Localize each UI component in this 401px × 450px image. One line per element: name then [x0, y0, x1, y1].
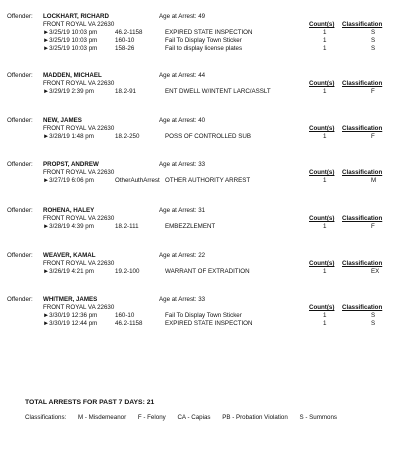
age-value: 40 — [198, 117, 206, 124]
counts-header: Count(s) — [309, 125, 335, 132]
counts-header: Count(s) — [309, 169, 335, 176]
age-label: Age at Arrest: — [159, 13, 197, 20]
counts-header: Count(s) — [309, 215, 335, 222]
offender-header-row — [7, 117, 397, 125]
charge-code: 18.2-111 — [115, 223, 139, 230]
charge-classification: F — [371, 223, 375, 230]
charge-code: 19.2-100 — [115, 268, 140, 275]
offender-address-row — [7, 260, 397, 268]
charge-row — [7, 223, 397, 231]
counts-header: Count(s) — [309, 260, 335, 267]
age-at-arrest — [159, 252, 205, 260]
charge-classification: EX — [371, 268, 380, 275]
charge-description: Fail To Display Town Sticker — [165, 312, 242, 319]
charge-code: 18.2-250 — [115, 133, 140, 140]
offender-block — [7, 13, 397, 53]
charge-date: ►3/25/19 10:03 pm — [43, 45, 98, 52]
offender-name: ROHENA, HALEY — [43, 207, 95, 214]
charge-row — [7, 312, 397, 320]
age-at-arrest — [159, 207, 205, 215]
charge-code: OtherAuthArrest — [115, 177, 160, 184]
charge-description: EXPIRED STATE INSPECTION — [165, 320, 253, 327]
offender-block — [7, 72, 397, 96]
charge-row — [7, 88, 397, 96]
classification-header: Classification — [342, 80, 383, 87]
offender-label: Offender: — [7, 207, 33, 214]
offender-label: Offender: — [7, 72, 33, 79]
charge-row — [7, 133, 397, 141]
offender-label: Offender: — [7, 117, 33, 124]
charge-date: ►3/27/19 6:06 pm — [43, 177, 94, 184]
charge-date: ►3/30/19 12:36 pm — [43, 312, 98, 319]
classification-header: Classification — [342, 304, 383, 311]
classification-header: Classification — [342, 21, 383, 28]
charge-date: ►3/25/19 10:03 pm — [43, 37, 98, 44]
charge-description: EXPIRED STATE INSPECTION — [165, 29, 253, 36]
age-value: 49 — [198, 13, 206, 20]
charge-count: 1 — [323, 133, 327, 140]
classification-legend — [25, 414, 347, 421]
offender-name: NEW, JAMES — [43, 117, 82, 124]
charge-classification: S — [371, 37, 376, 44]
charge-count: 1 — [323, 37, 327, 44]
offender-block — [7, 161, 397, 185]
charge-code: 46.2-1158 — [115, 29, 143, 36]
charge-description: Fail to display license plates — [165, 45, 243, 52]
offender-label: Offender: — [7, 252, 33, 259]
age-label: Age at Arrest: — [159, 117, 197, 124]
offender-address-row — [7, 21, 397, 29]
age-label: Age at Arrest: — [159, 252, 197, 259]
offender-address-row — [7, 304, 397, 312]
charge-classification: S — [371, 45, 376, 52]
charge-description: OTHER AUTHORITY ARREST — [165, 177, 251, 184]
offender-block — [7, 296, 397, 328]
counts-header: Count(s) — [309, 21, 335, 28]
offender-label: Offender: — [7, 161, 33, 168]
charge-classification: S — [371, 29, 376, 36]
age-label: Age at Arrest: — [159, 72, 197, 79]
age-value: 33 — [198, 296, 206, 303]
counts-header: Count(s) — [309, 304, 335, 311]
charge-count: 1 — [323, 268, 327, 275]
offender-address: FRONT ROYAL VA 22630 — [43, 21, 115, 28]
charge-date: ►3/25/19 10:03 pm — [43, 29, 98, 36]
charge-date: ►3/29/19 2:39 pm — [43, 88, 94, 95]
age-at-arrest — [159, 296, 205, 304]
offender-header-row — [7, 13, 397, 21]
offender-address-row — [7, 125, 397, 133]
offender-name: WEAVER, KAMAL — [43, 252, 96, 259]
offender-header-row — [7, 296, 397, 304]
offender-header-row — [7, 207, 397, 215]
legend-title: Classifications: — [25, 414, 67, 421]
charge-row — [7, 37, 397, 45]
charge-classification: M — [371, 177, 377, 184]
legend-misdemeanor: M - Misdemeanor — [78, 414, 127, 421]
offender-address: FRONT ROYAL VA 22630 — [43, 80, 115, 87]
offender-address: FRONT ROYAL VA 22630 — [43, 260, 115, 267]
offender-address-row — [7, 215, 397, 223]
charge-row — [7, 268, 397, 276]
legend-felony: F - Felony — [137, 414, 166, 421]
total-arrests: TOTAL ARRESTS FOR PAST 7 DAYS: 21 — [25, 399, 155, 406]
charge-code: 18.2-91 — [115, 88, 136, 95]
offender-address: FRONT ROYAL VA 22630 — [43, 125, 115, 132]
offender-header-row — [7, 72, 397, 80]
offender-name: LOCKHART, RICHARD — [43, 13, 109, 20]
legend-capias: CA - Capias — [177, 414, 211, 421]
charge-count: 1 — [323, 177, 327, 184]
offender-block — [7, 117, 397, 141]
charge-date: ►3/28/19 4:39 pm — [43, 223, 94, 230]
charge-row — [7, 177, 397, 185]
age-label: Age at Arrest: — [159, 296, 197, 303]
offender-block — [7, 207, 397, 231]
charge-date: ►3/28/19 1:48 pm — [43, 133, 94, 140]
classification-header: Classification — [342, 260, 383, 267]
charge-count: 1 — [323, 45, 327, 52]
age-at-arrest — [159, 117, 205, 125]
charge-date: ►3/30/19 12:44 pm — [43, 320, 98, 327]
offender-label: Offender: — [7, 13, 33, 20]
charge-date: ►3/26/19 4:21 pm — [43, 268, 94, 275]
charge-classification: F — [371, 133, 375, 140]
offender-header-row — [7, 161, 397, 169]
offender-address: FRONT ROYAL VA 22630 — [43, 215, 115, 222]
charge-count: 1 — [323, 223, 327, 230]
offender-name: WHITMER, JAMES — [43, 296, 98, 303]
offender-label: Offender: — [7, 296, 33, 303]
offender-address-row — [7, 80, 397, 88]
age-value: 31 — [198, 207, 206, 214]
age-value: 33 — [198, 161, 206, 168]
age-at-arrest — [159, 161, 205, 169]
charge-description: EMBEZZLEMENT — [165, 223, 216, 230]
charge-count: 1 — [323, 320, 327, 327]
age-value: 44 — [198, 72, 206, 79]
age-label: Age at Arrest: — [159, 161, 197, 168]
age-value: 22 — [198, 252, 206, 259]
offender-name: MADDEN, MICHAEL — [43, 72, 102, 79]
offender-address-row — [7, 169, 397, 177]
charge-code: 158-26 — [115, 45, 135, 52]
charge-classification: S — [371, 312, 376, 319]
age-label: Age at Arrest: — [159, 207, 197, 214]
charge-row — [7, 45, 397, 53]
offender-address: FRONT ROYAL VA 22630 — [43, 169, 115, 176]
charge-count: 1 — [323, 29, 327, 36]
charge-description: POSS OF CONTROLLED SUB — [165, 133, 251, 140]
offender-name: PROPST, ANDREW — [43, 161, 99, 168]
charge-count: 1 — [323, 312, 327, 319]
charge-classification: F — [371, 88, 375, 95]
charge-description: WARRANT OF EXTRADITION — [165, 268, 250, 275]
charge-row — [7, 29, 397, 37]
charge-description: Fail To Display Town Sticker — [165, 37, 242, 44]
age-at-arrest — [159, 13, 205, 21]
charge-code: 160-10 — [115, 312, 135, 319]
legend-probation: PB - Probation Violation — [222, 414, 288, 421]
classification-header: Classification — [342, 169, 383, 176]
age-at-arrest — [159, 72, 205, 80]
offender-address: FRONT ROYAL VA 22630 — [43, 304, 115, 311]
classification-header: Classification — [342, 215, 383, 222]
offender-header-row — [7, 252, 397, 260]
charge-code: 160-10 — [115, 37, 135, 44]
charge-code: 46.2-1158 — [115, 320, 143, 327]
offender-block — [7, 252, 397, 276]
counts-header: Count(s) — [309, 80, 335, 87]
charge-row — [7, 320, 397, 328]
charge-classification: S — [371, 320, 376, 327]
classification-header: Classification — [342, 125, 383, 132]
legend-summons: S - Summons — [299, 414, 338, 421]
charge-description: ENT DWELL W/INTENT LARC/ASSLT — [165, 88, 271, 95]
charge-count: 1 — [323, 88, 327, 95]
